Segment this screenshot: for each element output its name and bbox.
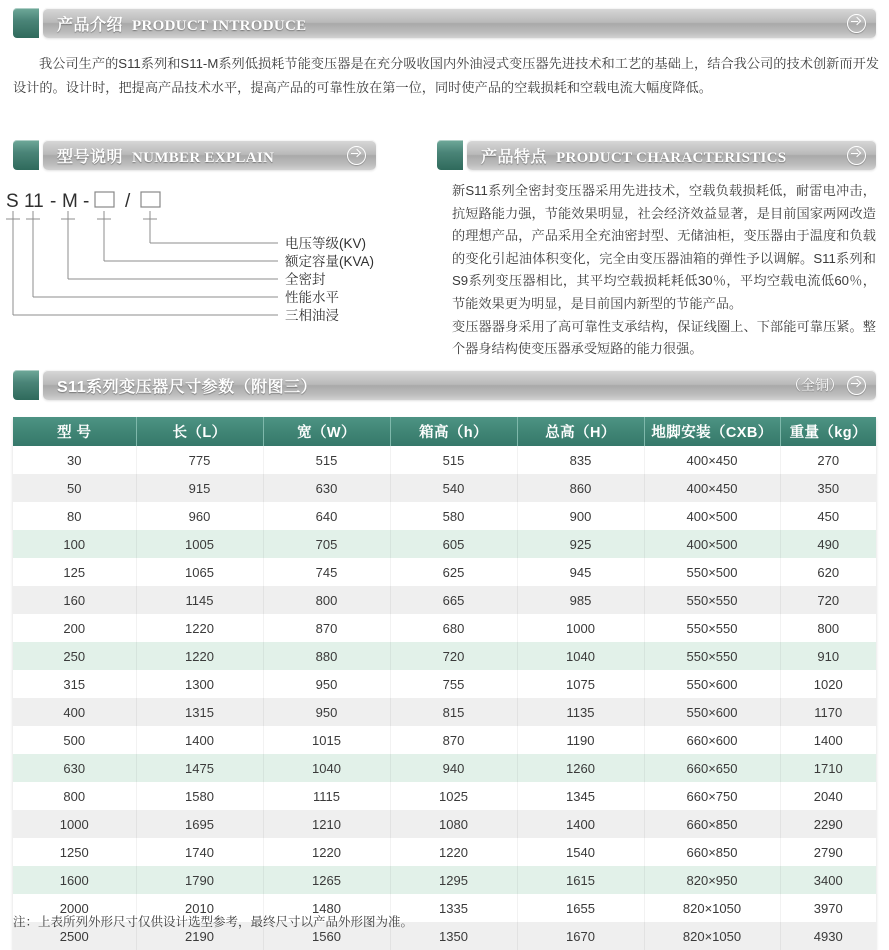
table-cell-model: 200: [13, 614, 136, 642]
section-title-group: [57, 12, 847, 35]
section-marker-green: [13, 8, 39, 38]
table-cell: 550×550: [644, 586, 780, 614]
table-cell: 660×850: [644, 838, 780, 866]
table-cell: 1300: [136, 670, 263, 698]
section-header-bar: [467, 140, 876, 170]
table-row: [13, 810, 876, 838]
table-cell: 1145: [136, 586, 263, 614]
table-cell-model: 30: [13, 446, 136, 474]
table-cell: 2290: [813, 816, 843, 832]
legend-fully-sealed: 全密封: [285, 272, 326, 287]
table-cell: 1065: [136, 558, 263, 586]
table-cell: 400×500: [644, 530, 780, 558]
table-cell: 2190: [136, 922, 263, 950]
table-cell: 400×450: [644, 474, 780, 502]
table-cell: 1790: [136, 866, 263, 894]
table-cell: 950: [263, 670, 390, 698]
model-voltage-box: [141, 192, 160, 207]
table-cell: 4930: [813, 928, 843, 944]
table-cell: 925: [517, 530, 644, 558]
spec-table-note: 注：上表所列外形尺寸仅供设计选型参考，最终尺寸以产品外形图为准。: [13, 915, 414, 929]
table-cell: 815: [390, 698, 517, 726]
table-cell: 3400: [813, 872, 843, 888]
spec-table-head: [13, 417, 876, 446]
table-column-header-6: 重量（kg）: [780, 417, 876, 446]
table-cell: 2010: [136, 894, 263, 922]
section-header-characteristics: [437, 140, 876, 170]
table-cell: 2040: [813, 788, 843, 804]
table-cell: 350: [817, 480, 840, 496]
model-part-m: M: [62, 191, 78, 212]
table-cell: 1260: [517, 754, 644, 782]
table-cell: 1170: [814, 704, 843, 720]
table-cell: 985: [517, 586, 644, 614]
table-row: [13, 530, 876, 558]
table-cell-model: 400: [13, 698, 136, 726]
table-cell: 1655: [517, 894, 644, 922]
table-cell: 835: [517, 446, 644, 474]
table-cell: 515: [263, 446, 390, 474]
spec-table-body: [13, 446, 876, 950]
table-cell-model: 315: [13, 670, 136, 698]
table-cell: 1540: [517, 838, 644, 866]
table-cell: 1220: [136, 614, 263, 642]
table-cell: 1710: [813, 760, 843, 776]
table-cell: 1040: [517, 642, 644, 670]
section-title-en: PRODUCT CHARACTERISTICS: [556, 149, 787, 166]
table-cell: 915: [136, 474, 263, 502]
section-title-cn: 型号说明: [57, 148, 124, 166]
table-cell: 720: [817, 592, 840, 608]
table-cell-model: 2500: [13, 922, 136, 950]
table-cell: 1000: [517, 614, 644, 642]
table-cell-model: 125: [13, 558, 136, 586]
table-row: [13, 754, 876, 782]
table-cell: 820×1050: [644, 894, 780, 922]
section-header-bar: [43, 140, 376, 170]
table-cell: 660×750: [644, 782, 780, 810]
table-cell: 1615: [517, 866, 644, 894]
introduce-body-text: 我公司生产的S11系列和S11-M系列低损耗节能变压器是在充分吸收国内外油浸式变压器先进技术和工艺的基础上，结合我公司的技术创新而开发设计的。设计时，把提高产品技术水平，提高产品的可靠性放在第一位，同时使产品的空载损耗和空载电流大幅度降低。: [13, 56, 879, 95]
table-cell-model: 800: [13, 782, 136, 810]
table-cell: 1335: [390, 894, 517, 922]
model-part-slash: /: [125, 191, 131, 212]
table-row: [13, 698, 876, 726]
spec-table: [13, 417, 876, 950]
table-row: [13, 502, 876, 530]
circle-arrow-right-icon[interactable]: [847, 14, 866, 33]
table-cell: 900: [517, 502, 644, 530]
table-cell: 1220: [263, 838, 390, 866]
characteristics-paragraph: 新S11系列全密封变压器采用先进技术，空载负载损耗低，耐雷电冲击，抗短路能力强，节能效果明显，社会经济效益显著，是目前国家两网改造的理想产品，产品采用全充油密封型、无储油柜，变压器由于温度和负载的变化引起油体积变化，完全由变压器油箱的弹性予以调解。S11系列和S9系列变压器相比，其平均空载损耗耗低30％，平均空载电流低60％，节能效果更为明显，是目前国内新型的节能产品。: [452, 183, 876, 311]
table-cell: 945: [517, 558, 644, 586]
circle-arrow-right-icon[interactable]: [347, 146, 366, 165]
table-cell-model: 1250: [13, 838, 136, 866]
table-cell: 1190: [517, 726, 644, 754]
table-cell: 800: [817, 620, 840, 636]
table-cell: 1670: [517, 922, 644, 950]
section-header-introduce: [13, 8, 876, 38]
table-column-header-2: 宽（W）: [263, 417, 390, 446]
table-cell: 550×500: [644, 558, 780, 586]
table-cell: 1580: [136, 782, 263, 810]
table-header-row: [13, 417, 876, 446]
section-title-group: [57, 144, 347, 167]
table-cell: 1350: [390, 922, 517, 950]
section-header-bar: [43, 370, 876, 400]
table-row: [13, 642, 876, 670]
table-cell: 870: [390, 726, 517, 754]
section-title-cn: S11系列变压器尺寸参数（附图三）: [57, 378, 318, 396]
table-cell: 660×600: [644, 726, 780, 754]
table-row: [13, 446, 876, 474]
section-marker-green: [13, 140, 39, 170]
table-cell: 1025: [390, 782, 517, 810]
table-cell-model: 630: [13, 754, 136, 782]
table-cell: 640: [263, 502, 390, 530]
circle-arrow-right-icon[interactable]: [847, 146, 866, 165]
model-part-11: 11: [24, 191, 44, 212]
table-cell: 450: [817, 508, 840, 524]
model-code-diagram: [0, 185, 420, 325]
table-cell: 1015: [263, 726, 390, 754]
table-cell: 820×1050: [644, 922, 780, 950]
table-cell: 1695: [136, 810, 263, 838]
table-cell: 1080: [390, 810, 517, 838]
table-cell: 1315: [136, 698, 263, 726]
table-cell: 1135: [517, 698, 644, 726]
table-cell: 580: [390, 502, 517, 530]
section-title-cn: 产品介绍: [57, 16, 124, 34]
table-cell: 630: [263, 474, 390, 502]
table-cell-model: 100: [13, 530, 136, 558]
characteristics-paragraph: 变压器器身采用了高可靠性支承结构，保证线圈上、下部能可靠压紧。整个器身结构使变压器承受短路的能力很强。: [452, 318, 876, 357]
table-cell: 620: [817, 564, 840, 580]
table-cell: 1560: [263, 922, 390, 950]
section-marker-green: [437, 140, 463, 170]
model-part-s: S: [6, 191, 19, 212]
model-part-dash1: -: [50, 191, 57, 212]
table-column-header-5: 地脚安装（CXB）: [644, 417, 780, 446]
table-cell-model: 2000: [13, 894, 136, 922]
table-cell-model: 500: [13, 726, 136, 754]
table-cell: 550×550: [644, 642, 780, 670]
table-cell: 705: [263, 530, 390, 558]
table-cell: 1400: [136, 726, 263, 754]
table-row: [13, 586, 876, 614]
table-row: [13, 782, 876, 810]
section-header-number-explain: [13, 140, 376, 170]
table-column-header-0: 型 号: [13, 417, 136, 446]
table-cell: 1740: [136, 838, 263, 866]
table-cell: 870: [263, 614, 390, 642]
table-cell: 820×950: [644, 866, 780, 894]
legend-performance: 性能水平: [285, 290, 339, 305]
circle-arrow-right-icon[interactable]: [847, 376, 866, 395]
section-title-en: NUMBER EXPLAIN: [132, 149, 275, 166]
table-cell: 1265: [263, 866, 390, 894]
table-row: [13, 838, 876, 866]
table-cell-model: 250: [13, 642, 136, 670]
table-cell: 1295: [390, 866, 517, 894]
table-cell: 1020: [813, 676, 843, 692]
table-cell: 960: [136, 502, 263, 530]
table-cell-model: 50: [13, 474, 136, 502]
section-header-bar: [43, 8, 876, 38]
table-cell-model: 80: [13, 502, 136, 530]
table-cell: 1475: [136, 754, 263, 782]
table-cell: 400×450: [644, 446, 780, 474]
table-cell: 1480: [263, 894, 390, 922]
table-cell: 660×650: [644, 754, 780, 782]
table-column-header-4: 总高（H）: [517, 417, 644, 446]
table-cell: 775: [136, 446, 263, 474]
section-title-en: PRODUCT INTRODUCE: [132, 17, 307, 34]
table-cell: 745: [263, 558, 390, 586]
table-cell: 720: [390, 642, 517, 670]
table-cell: 680: [390, 614, 517, 642]
table-row: [13, 866, 876, 894]
table-cell: 1220: [390, 838, 517, 866]
table-cell: 400×500: [644, 502, 780, 530]
model-part-dash2: -: [83, 191, 90, 212]
table-cell: 550×600: [644, 698, 780, 726]
table-cell: 860: [517, 474, 644, 502]
table-cell: 3970: [813, 900, 843, 916]
table-row: [13, 726, 876, 754]
legend-three-phase-oil: 三相油浸: [285, 308, 339, 323]
table-row: [13, 558, 876, 586]
table-cell: 1345: [517, 782, 644, 810]
table-cell: 1400: [813, 732, 843, 748]
section-title-group: [57, 374, 787, 397]
table-cell: 665: [390, 586, 517, 614]
table-cell: 2790: [813, 844, 843, 860]
table-cell: 1075: [517, 670, 644, 698]
table-cell: 1220: [136, 642, 263, 670]
table-cell-model: 1000: [13, 810, 136, 838]
table-cell: 1040: [263, 754, 390, 782]
characteristics-body: [452, 180, 876, 361]
table-cell: 550×600: [644, 670, 780, 698]
table-cell: 270: [817, 452, 840, 468]
table-cell: 515: [390, 446, 517, 474]
table-cell: 490: [817, 536, 840, 552]
table-cell: 910: [817, 648, 840, 664]
table-cell: 1005: [136, 530, 263, 558]
table-cell-model: 160: [13, 586, 136, 614]
table-cell: 625: [390, 558, 517, 586]
section-title-cn: 产品特点: [481, 148, 548, 166]
section-header-spec-table: [13, 370, 876, 400]
section-title-group: [481, 144, 847, 167]
table-column-header-1: 长（L）: [136, 417, 263, 446]
table-row: [13, 474, 876, 502]
table-cell: 950: [263, 698, 390, 726]
table-row: [13, 614, 876, 642]
table-cell: 800: [263, 586, 390, 614]
table-cell: 550×550: [644, 614, 780, 642]
table-cell: 755: [390, 670, 517, 698]
table-cell: 1210: [263, 810, 390, 838]
section-marker-green: [13, 370, 39, 400]
table-cell: 605: [390, 530, 517, 558]
table-column-header-3: 箱高（h）: [390, 417, 517, 446]
table-cell-model: 1600: [13, 866, 136, 894]
table-row: [13, 670, 876, 698]
spec-right-note: （全铜）: [787, 377, 843, 393]
model-capacity-box: [95, 192, 114, 207]
table-cell: 660×850: [644, 810, 780, 838]
table-cell: 880: [263, 642, 390, 670]
table-cell: 940: [390, 754, 517, 782]
table-cell: 1400: [517, 810, 644, 838]
legend-voltage-level: 电压等级(KV): [285, 236, 366, 251]
table-cell: 1115: [263, 782, 390, 810]
table-cell: 540: [390, 474, 517, 502]
legend-rated-capacity: 额定容量(KVA): [285, 254, 375, 269]
